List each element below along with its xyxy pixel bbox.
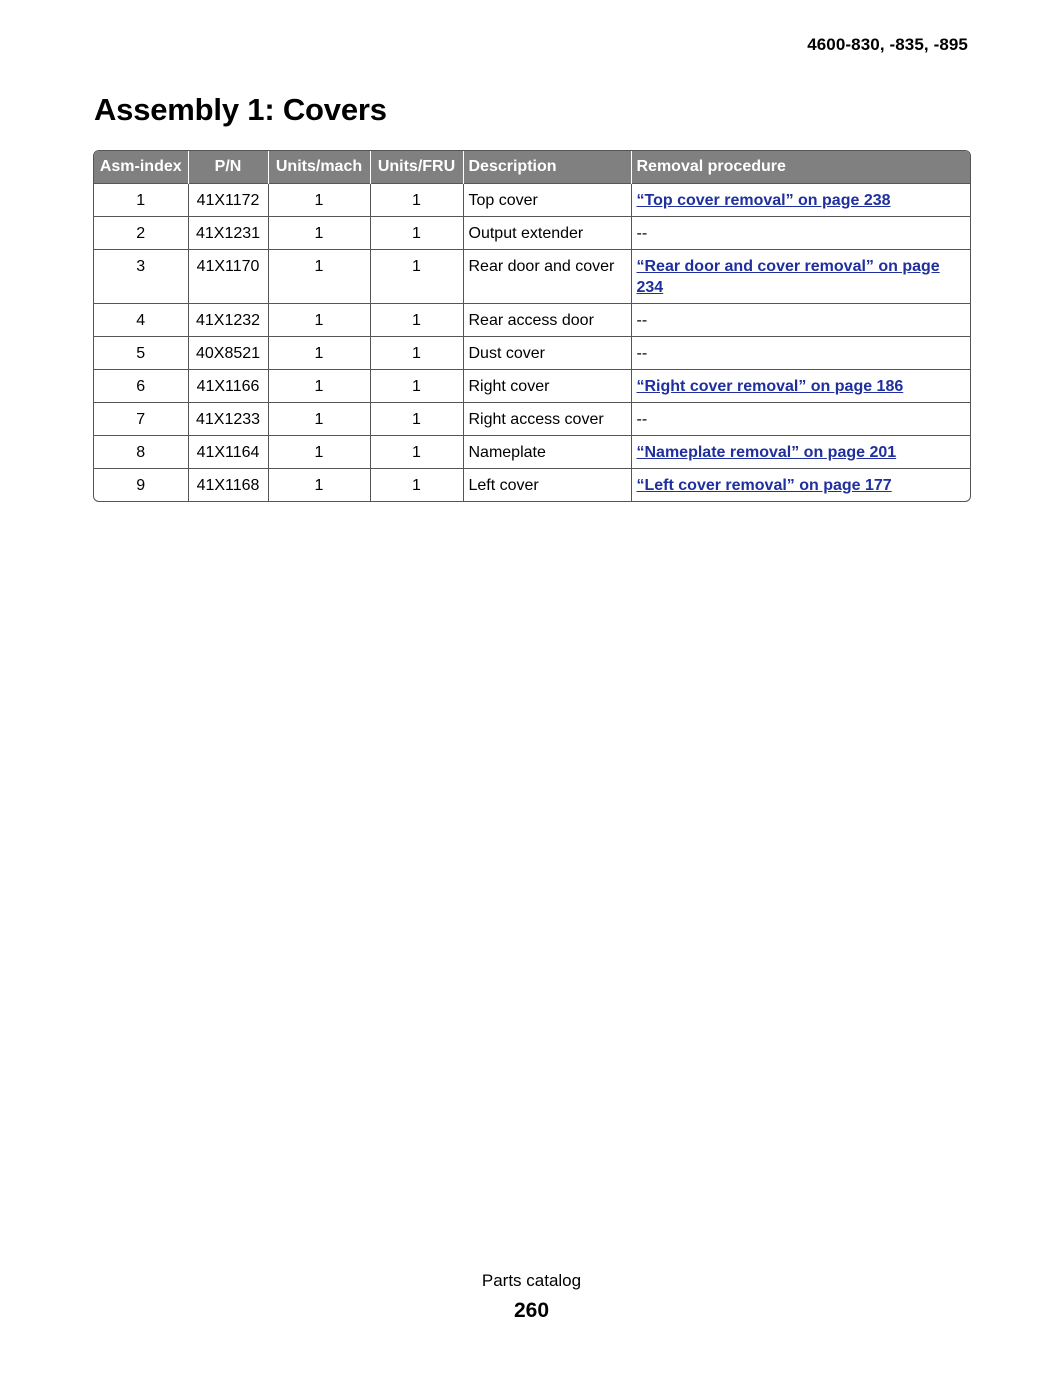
- cell-units-fru: 1: [370, 403, 463, 436]
- cell-part-number: 41X1233: [188, 403, 268, 436]
- cell-units-mach: 1: [268, 403, 370, 436]
- cell-units-mach: 1: [268, 217, 370, 250]
- cell-part-number: 41X1232: [188, 304, 268, 337]
- cell-units-mach: 1: [268, 304, 370, 337]
- cell-units-mach: 1: [268, 337, 370, 370]
- removal-procedure-link[interactable]: “Left cover removal” on page 177: [636, 477, 892, 494]
- parts-table-container: [93, 150, 971, 502]
- table-row: [94, 337, 970, 370]
- column-header-pn: P/N: [188, 151, 268, 184]
- cell-description: Output extender: [463, 217, 631, 250]
- cell-units-fru: 1: [370, 337, 463, 370]
- cell-description: Dust cover: [463, 337, 631, 370]
- removal-procedure-link[interactable]: “Right cover removal” on page 186: [636, 378, 904, 395]
- parts-table: [94, 151, 970, 501]
- cell-removal-procedure: [631, 469, 970, 502]
- cell-removal-procedure: --: [631, 337, 970, 370]
- column-header-description: Description: [463, 151, 631, 184]
- page-title: Assembly 1: Covers: [94, 92, 387, 127]
- cell-asm-index: 9: [94, 469, 188, 502]
- cell-removal-procedure: [631, 184, 970, 217]
- cell-description: Right access cover: [463, 403, 631, 436]
- table-row: [94, 217, 970, 250]
- table-row: [94, 184, 970, 217]
- column-header-asm-index: Asm-index: [94, 151, 188, 184]
- table-row: [94, 250, 970, 304]
- cell-description: Rear access door: [463, 304, 631, 337]
- cell-asm-index: 7: [94, 403, 188, 436]
- cell-removal-procedure: --: [631, 403, 970, 436]
- table-row: [94, 370, 970, 403]
- cell-removal-procedure: --: [631, 217, 970, 250]
- cell-description: Left cover: [463, 469, 631, 502]
- cell-description: Top cover: [463, 184, 631, 217]
- cell-units-mach: 1: [268, 436, 370, 469]
- removal-procedure-link[interactable]: “Rear door and cover removal” on page 234: [636, 258, 940, 296]
- cell-asm-index: 8: [94, 436, 188, 469]
- table-header-row: [94, 151, 970, 184]
- table-row: [94, 469, 970, 502]
- cell-units-fru: 1: [370, 436, 463, 469]
- cell-part-number: 40X8521: [188, 337, 268, 370]
- cell-part-number: 41X1168: [188, 469, 268, 502]
- footer-section-label: Parts catalog: [481, 1271, 582, 1290]
- cell-removal-procedure: --: [631, 304, 970, 337]
- cell-units-mach: 1: [268, 370, 370, 403]
- cell-asm-index: 5: [94, 337, 188, 370]
- cell-units-mach: 1: [268, 250, 370, 304]
- table-row: [94, 403, 970, 436]
- removal-procedure-link[interactable]: “Nameplate removal” on page 201: [636, 444, 897, 461]
- table-row: [94, 436, 970, 469]
- cell-asm-index: 6: [94, 370, 188, 403]
- cell-removal-procedure: [631, 436, 970, 469]
- removal-procedure-link[interactable]: “Top cover removal” on page 238: [636, 192, 891, 209]
- cell-part-number: 41X1172: [188, 184, 268, 217]
- cell-part-number: 41X1164: [188, 436, 268, 469]
- cell-units-fru: 1: [370, 469, 463, 502]
- cell-asm-index: 3: [94, 250, 188, 304]
- cell-part-number: 41X1170: [188, 250, 268, 304]
- cell-asm-index: 4: [94, 304, 188, 337]
- cell-units-fru: 1: [370, 304, 463, 337]
- cell-description: Nameplate: [463, 436, 631, 469]
- cell-removal-procedure: [631, 370, 970, 403]
- table-row: [94, 304, 970, 337]
- column-header-removal-procedure: Removal procedure: [631, 151, 970, 184]
- cell-part-number: 41X1166: [188, 370, 268, 403]
- cell-units-fru: 1: [370, 250, 463, 304]
- model-number-header: 4600-830, -835, -895: [807, 35, 968, 54]
- cell-description: Rear door and cover: [463, 250, 631, 304]
- cell-units-mach: 1: [268, 184, 370, 217]
- cell-units-mach: 1: [268, 469, 370, 502]
- column-header-units-fru: Units/FRU: [370, 151, 463, 184]
- cell-units-fru: 1: [370, 370, 463, 403]
- cell-units-fru: 1: [370, 184, 463, 217]
- cell-removal-procedure: [631, 250, 970, 304]
- cell-part-number: 41X1231: [188, 217, 268, 250]
- page-number: 260: [513, 1299, 550, 1322]
- cell-asm-index: 1: [94, 184, 188, 217]
- cell-units-fru: 1: [370, 217, 463, 250]
- cell-asm-index: 2: [94, 217, 188, 250]
- column-header-units-mach: Units/mach: [268, 151, 370, 184]
- cell-description: Right cover: [463, 370, 631, 403]
